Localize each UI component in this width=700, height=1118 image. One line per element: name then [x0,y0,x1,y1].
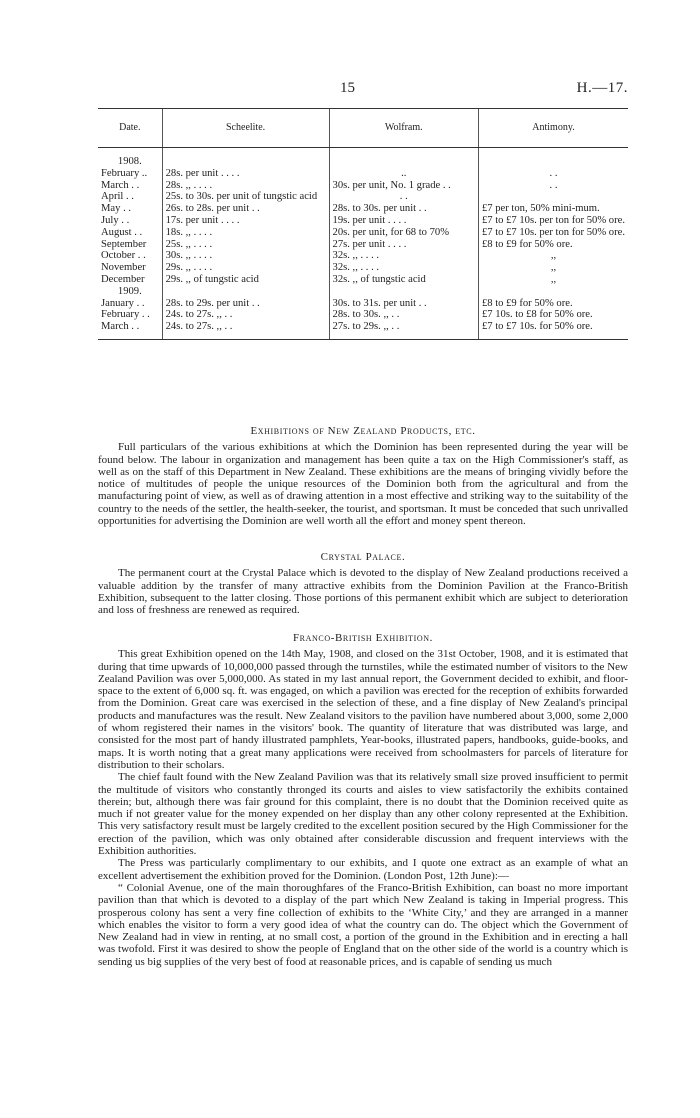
cell-wolfram: 28s. to 30s. ,, . . [329,309,478,321]
cell-scheelite: 25s. ,, . . . . [162,239,329,251]
table-row [98,250,628,262]
cell-wolfram: . . [329,191,478,203]
table-row [98,262,628,274]
cell-wolfram: 28s. to 30s. per unit . . [329,203,478,215]
cell-antimony: £7 to £7 10s. per ton for 50% ore. [478,215,628,227]
table-row [98,191,628,203]
table-row [98,321,628,339]
cell-wolfram: 27s. to 29s. ,, . . [329,321,478,339]
cell-wolfram: 32s. ,, . . . . [329,262,478,274]
cell-antimony: . . [478,168,628,180]
table-row [98,274,628,286]
cell-wolfram: 19s. per unit . . . . [329,215,478,227]
cell-scheelite: 28s. per unit . . . . [162,168,329,180]
cell-wolfram: 30s. to 31s. per unit . . [329,298,478,310]
cell-scheelite: 28s. ,, . . . . [162,180,329,192]
mineral-prices-table [98,108,628,340]
cell-scheelite [162,148,329,168]
table-row [98,180,628,192]
cell-antimony: ,, [478,250,628,262]
cell-antimony: £8 to £9 for 50% ore. [478,298,628,310]
cell-date: January . . [101,297,145,309]
section-crystal-palace [98,551,628,616]
cell-wolfram [329,286,478,298]
document-code: H.—17. [576,80,628,96]
table-header-row [98,109,628,148]
table-row [98,203,628,215]
cell-antimony: ,, [478,274,628,286]
cell-antimony [478,191,628,203]
column-header-wolfram: Wolfram. [329,109,478,148]
cell-antimony: . . [478,180,628,192]
column-header-date: Date. [98,109,162,148]
cell-scheelite: 18s. ,, . . . . [162,227,329,239]
cell-scheelite: 29s. ,, of tungstic acid [162,274,329,286]
section-exhibitions [98,425,628,527]
cell-wolfram: 32s. ,, . . . . [329,250,478,262]
cell-date: March . . [98,321,162,339]
cell-date: 1909. [117,285,142,297]
cell-date: September [101,238,147,250]
cell-antimony: ,, [478,262,628,274]
table-row [98,168,628,180]
page-number: 15 [340,80,355,96]
cell-date: July . . [101,214,130,226]
body-paragraph: The permanent court at the Crystal Palace which is devoted to the display of New Zealand productions received a valuable addition by the transfer of many attractive exhibits from the Dominion Pavilion at the Franco-British Exhibition, subsequent to the latter closing. Those portions of this permanent exhibit which are subject to deterioration and loss of freshness are renewed as required. [98,567,628,617]
cell-date: December [101,273,145,285]
cell-scheelite: 24s. to 27s. ,, . . [162,309,329,321]
cell-date: August . . [101,226,143,238]
table-row [98,298,628,310]
cell-date: February .. [101,167,148,179]
table-year-row [98,148,628,168]
table-row [98,227,628,239]
cell-date: April . . [101,191,134,203]
column-header-antimony: Antimony. [478,109,628,148]
table-row [98,309,628,321]
cell-scheelite [162,286,329,298]
cell-antimony [478,286,628,298]
body-paragraph: “ Colonial Avenue, one of the main thoroughfares of the Franco-British Exhibition, can boast no more important pavilion than that which is devoted to a display of the part which New Zealand is taking in Imperial progress. This prosperous colony has sent a very fine collection of exhibits to the ‘White City,’ and they are arranged in a manner which enables the visitor to form a very good idea of what the country can do. The object which the Government of New Zealand had in view in renting, at no small cost, a portion of the ground in the Exhibition and in erecting a hall was twofold. First it was desired to show the people of England that on the other side of the world is a country which is sending us big supplies of the very best of food at reasonable prices, and is capable of sending us much [98,881,628,968]
cell-date: 1908. [117,156,142,167]
cell-antimony [478,148,628,168]
cell-antimony: £7 to £7 10s. for 50% ore. [478,321,628,339]
cell-date: May . . [101,203,132,215]
section-heading: Franco-British Exhibition. [292,632,434,644]
cell-scheelite: 26s. to 28s. per unit . . [162,203,329,215]
cell-antimony: £7 per ton, 50% mini-mum. [478,203,628,215]
cell-wolfram: 30s. per unit, No. 1 grade . . [329,180,478,192]
body-paragraph: This great Exhibition opened on the 14th May, 1908, and closed on the 31st October, 1908, and it is estimated that during that time upwards of 10,000,000 passed through the turnstiles, while the estimated number of visitors to the New Zealand Pavilion was over 5,000,000. As stated in my last annual report, the Government decided to exhibit, and floor-space to the extent of 6,000 sq. ft. was engaged, on which a pavilion was erected for the reception of exhibits forwarded from the Dominion. Great care was exercised in the selection of these, and a fine display of New Zealand's principal products and manufactures was the result. New Zealand visitors to the pavilion have numbered about 3,000, some 2,000 of whom registered their names in the visitors' book. The quantity of literature that was distributed was large, and consisted for the most part of handy illustrated pamphlets, Year-books, illustrated papers, handbooks, guide-books, and maps. It is worth noting that a great many applications were received from schoolmasters for parcels of literature for distribution to their scholars. [98,648,628,771]
body-paragraph: Full particulars of the various exhibitions at which the Dominion has been represented during the year will be found below. The labour in organization and management has been quite a tax on the High Commissioner's staff, as well as on the staff of this Department in New Zealand. These exhibitions are the means of bringing vividly before the notice of multitudes of people the unique resources of the Dominion both from the agricultural and from the manufacturing point of view, as well as of drawing attention in a most effective and striking way to the suitability of the country to the needs of the settler, the health-seeker, the tourist, and sportsman. It must be conceded that such unrivalled opportunities for advertising the Dominion are well worth all the effort and money spent thereon. [98,441,628,528]
table-row [98,215,628,227]
section-franco-british [98,632,628,968]
table-year-row [98,286,628,298]
cell-date: October . . [101,250,146,262]
cell-wolfram: 20s. per unit, for 68 to 70% [329,227,478,239]
cell-scheelite: 28s. to 29s. per unit . . [162,298,329,310]
cell-antimony: £7 10s. to £8 for 50% ore. [478,309,628,321]
table-body [98,148,628,340]
section-heading: Crystal Palace. [320,551,406,563]
cell-wolfram: .. [329,168,478,180]
cell-antimony: £8 to £9 for 50% ore. [478,239,628,251]
cell-wolfram [329,148,478,168]
cell-scheelite: 29s. ,, . . . . [162,262,329,274]
cell-scheelite: 25s. to 30s. per unit of tungstic acid [162,191,329,203]
cell-wolfram: 32s. ,, of tungstic acid [329,274,478,286]
cell-date: March . . [101,179,140,191]
body-paragraph: The Press was particularly complimentary to our exhibits, and I quote one extract as an example of what an excellent advertisement the exhibition proved for the Dominion. (London Post, 12th June):— [98,857,628,882]
cell-antimony: £7 to £7 10s. per ton for 50% ore. [478,227,628,239]
body-paragraph: The chief fault found with the New Zealand Pavilion was that its relatively small size proved insufficient to permit the multitude of visitors who constantly thronged its courts and aisles to view satisfactorily the exhibits contained therein; but, although there was fair ground for this complaint, there is no doubt that the Dominion received quite as much if not greater value for the money expended on her display than any other colony represented at the Exhibition. This very satisfactory result must be largely credited to the excellent position secured by the High Commissioner for the erection of the pavilion, which was only obtained after considerable discussion and frequent interviews with the Exhibition authorities. [98,771,628,858]
cell-wolfram: 27s. per unit . . . . [329,239,478,251]
cell-date: November [101,262,146,274]
cell-scheelite: 24s. to 27s. ,, . . [162,321,329,339]
cell-scheelite: 30s. ,, . . . . [162,250,329,262]
section-heading: Exhibitions of New Zealand Products, etc. [250,425,476,437]
cell-scheelite: 17s. per unit . . . . [162,215,329,227]
column-header-scheelite: Scheelite. [162,109,329,148]
table-row [98,239,628,251]
cell-date: February . . [101,309,150,321]
